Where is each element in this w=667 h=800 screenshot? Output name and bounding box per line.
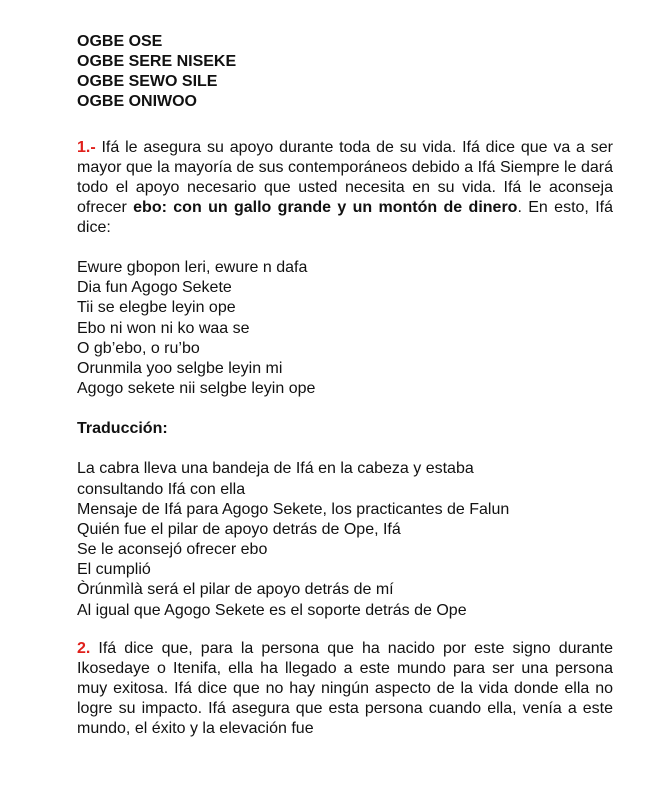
- translation-line: La cabra lleva una bandeja de Ifá en la cabeza y estaba: [77, 460, 474, 478]
- translation-line: Al igual que Agogo Sekete es el soporte detrás de Ope: [77, 601, 467, 619]
- translation-line: Òrúnmìlà será el pilar de apoyo detrás de mí: [77, 581, 394, 599]
- translation-line: Se le aconsejó ofrecer ebo: [77, 541, 268, 559]
- title-line: OGBE ONIWOO: [77, 93, 197, 110]
- title-line: OGBE OSE: [77, 33, 163, 50]
- paragraph-text: Ifá le asegura su apoyo durante toda de su vida. Ifá dice que va a ser mayor que la mayoría de sus contemporáneos debido a Ifá Siempre le dará todo el apoyo necesario que usted necesita en su vida. Ifá le aconseja ofrecer: [77, 139, 613, 216]
- verse-line: Ebo ni won ni ko waa se: [77, 319, 250, 337]
- translation-line: consultando Ifá con ella: [77, 480, 246, 498]
- translation-line: Mensaje de Ifá para Agogo Sekete, los practicantes de Falun: [77, 500, 510, 518]
- verse-line: Tii se elegbe leyin ope: [77, 299, 236, 317]
- verse-line: Ewure gbopon leri, ewure n dafa: [77, 259, 308, 276]
- verse-line: Orunmila yoo selgbe leyin mi: [77, 359, 283, 377]
- translation-heading: Traducción:: [77, 420, 168, 438]
- verse-line: Agogo sekete nii selgbe leyin ope: [77, 380, 316, 398]
- paragraph-number: 1.-: [77, 139, 96, 156]
- ebo-offering-text: ebo: con un gallo grande y un montón de dinero: [133, 199, 518, 216]
- paragraph-2: [77, 639, 613, 739]
- document-page: [77, 32, 613, 739]
- paragraph-text: Ifá dice que, para la persona que ha nacido por este signo durante Ikosedaye o Itenifa, ella ha llegado a este mundo para ser una persona muy exitosa. Ifá dice que no hay ningún aspecto de la vida donde ella no logre su impacto. Ifá asegura que esta persona cuando ella, venía a este mundo, el éxito y la elevación fue: [77, 639, 613, 737]
- paragraph-1: [77, 138, 613, 238]
- translation-line: Quién fue el pilar de apoyo detrás de Ope, Ifá: [77, 520, 401, 538]
- translation-line: El cumplió: [77, 561, 151, 579]
- translation-block: [77, 459, 613, 621]
- paragraph-number: 2.: [77, 639, 91, 657]
- paragraph-text: . En esto, Ifá dice:: [77, 199, 614, 236]
- title-block: [77, 32, 613, 112]
- verse-block: [77, 258, 613, 399]
- verse-line: Dia fun Agogo Sekete: [77, 279, 232, 297]
- title-line: OGBE SERE NISEKE: [77, 53, 237, 70]
- title-line: OGBE SEWO SILE: [77, 73, 218, 90]
- verse-line: O gb’ebo, o ru’bo: [77, 339, 200, 357]
